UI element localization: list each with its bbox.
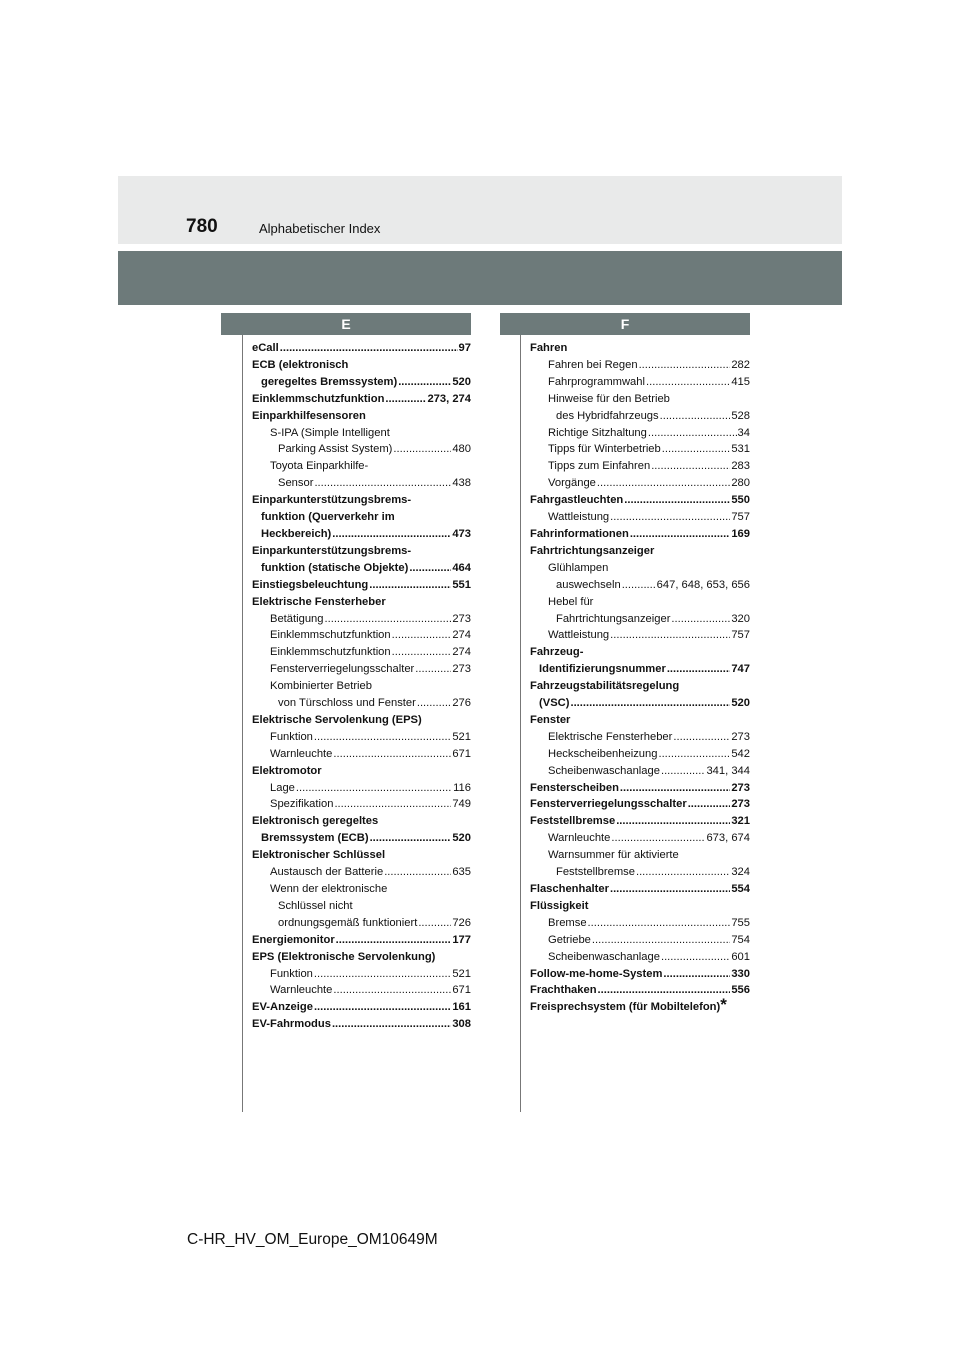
index-entry-label: Scheibenwaschanlage bbox=[548, 950, 660, 963]
index-entry-label: Warnleuchte bbox=[270, 984, 333, 997]
dot-leader bbox=[314, 966, 451, 983]
index-entry bbox=[530, 881, 750, 898]
index-entry-label: Fahrtrichtungsanzeiger bbox=[530, 544, 655, 557]
dot-leader bbox=[616, 813, 730, 830]
index-entry-label: Wattleistung bbox=[548, 511, 610, 524]
index-entry-label: auswechseln bbox=[556, 578, 621, 591]
index-entry-label: Fahrinformationen bbox=[530, 527, 629, 540]
dot-leader bbox=[370, 830, 452, 847]
index-entry-page: 330 bbox=[731, 967, 750, 980]
index-entry-label: Elektrische Fensterheber bbox=[548, 730, 673, 743]
index-column-e bbox=[252, 340, 471, 1033]
index-entry bbox=[530, 864, 750, 881]
index-entry-page: 324 bbox=[731, 866, 750, 879]
index-entry-label: eCall bbox=[252, 342, 279, 354]
dot-leader bbox=[418, 915, 451, 932]
dot-leader bbox=[611, 830, 705, 847]
index-entry-label: von Türschloss und Fenster bbox=[278, 697, 416, 710]
dot-leader bbox=[325, 611, 452, 628]
index-entry-label: Fahrzeugstabilitätsregelung bbox=[530, 680, 680, 693]
dot-leader bbox=[662, 441, 731, 458]
index-entry-label: Fahren bei Regen bbox=[548, 358, 638, 371]
index-entry-label: Heckscheibenheizung bbox=[548, 747, 658, 760]
dot-leader bbox=[588, 915, 731, 932]
index-entry-label: EV-Anzeige bbox=[252, 1001, 313, 1014]
index-entry-page: 601 bbox=[731, 950, 750, 963]
dot-leader bbox=[622, 577, 656, 594]
index-entry-page: 308 bbox=[452, 1018, 471, 1031]
index-entry bbox=[252, 374, 471, 391]
column-rule-left bbox=[242, 335, 243, 1112]
index-entry-page: 276 bbox=[452, 697, 471, 710]
index-entry-label: Richtige Sitzhaltung bbox=[548, 426, 647, 439]
index-entry-label: Flüssigkeit bbox=[530, 899, 589, 912]
index-entry-label: Schlüssel nicht bbox=[278, 899, 353, 912]
index-entry bbox=[530, 830, 750, 847]
index-entry-label: Scheibenwaschanlage bbox=[548, 764, 660, 777]
index-entry bbox=[252, 763, 471, 780]
index-entry-label: ECB (elektronisch bbox=[252, 358, 349, 371]
index-entry-label: geregeltes Bremssystem) bbox=[261, 375, 398, 388]
index-entry bbox=[530, 898, 750, 915]
index-entry-page: 273 bbox=[731, 781, 750, 794]
index-entry-label: Fahren bbox=[530, 342, 568, 354]
index-entry-label: EV-Fahrmodus bbox=[252, 1018, 331, 1031]
index-entry-page: 520 bbox=[731, 697, 750, 710]
dot-leader bbox=[392, 644, 452, 661]
dot-leader bbox=[332, 526, 451, 543]
index-entry-label: Wattleistung bbox=[548, 629, 610, 642]
index-entry-label: Glühlampen bbox=[548, 561, 609, 574]
index-entry bbox=[530, 847, 750, 864]
dot-leader bbox=[280, 340, 458, 357]
index-entry bbox=[252, 999, 471, 1016]
dot-leader bbox=[660, 408, 731, 425]
index-entry-label: Vorgänge bbox=[548, 477, 596, 490]
index-entry-label: Elektrische Fensterheber bbox=[252, 595, 386, 608]
index-entry-label: Warnsummer für aktivierte bbox=[548, 849, 679, 862]
letter-header-e: E bbox=[221, 313, 471, 335]
index-entry bbox=[252, 391, 471, 408]
index-entry bbox=[530, 425, 750, 442]
dot-leader bbox=[648, 425, 737, 442]
index-entry bbox=[252, 949, 471, 966]
index-entry-page: 757 bbox=[731, 511, 750, 524]
index-entry-label: Spezifikation bbox=[270, 798, 334, 811]
index-entry-label: Feststellbremse bbox=[556, 866, 635, 879]
index-entry bbox=[530, 949, 750, 966]
index-entry bbox=[252, 881, 471, 898]
index-entry bbox=[252, 475, 471, 492]
index-entry bbox=[252, 780, 471, 797]
dot-leader bbox=[597, 475, 730, 492]
index-entry bbox=[530, 594, 750, 611]
dot-leader bbox=[658, 746, 730, 763]
index-entry-label: Wenn der elektronische bbox=[270, 883, 388, 895]
index-entry-label: EPS (Elektronische Servolenkung) bbox=[252, 950, 436, 963]
index-entry bbox=[252, 644, 471, 661]
dot-leader bbox=[688, 796, 731, 813]
dot-leader bbox=[610, 627, 730, 644]
dot-leader bbox=[332, 1016, 451, 1033]
document-code: C-HR_HV_OM_Europe_OM10649M bbox=[187, 1231, 438, 1248]
index-entry bbox=[252, 492, 471, 509]
index-entry bbox=[530, 357, 750, 374]
dot-leader bbox=[384, 864, 451, 881]
index-entry-page: 169 bbox=[731, 527, 750, 540]
index-entry-label: Tipps für Winterbetrieb bbox=[548, 443, 661, 456]
dot-leader bbox=[369, 577, 451, 594]
index-entry-page: 754 bbox=[731, 933, 750, 946]
index-entry bbox=[252, 813, 471, 830]
letter-header-f: F bbox=[500, 313, 750, 335]
index-entry bbox=[252, 864, 471, 881]
index-entry-page: 542 bbox=[731, 747, 750, 760]
dot-leader bbox=[673, 729, 730, 746]
index-entry-label: Tipps zum Einfahren bbox=[548, 460, 651, 473]
index-entry bbox=[252, 830, 471, 847]
dot-leader bbox=[417, 695, 451, 712]
index-entry-label: Feststellbremse bbox=[530, 815, 616, 828]
index-entry bbox=[530, 627, 750, 644]
index-entry bbox=[252, 695, 471, 712]
index-entry-label: Frachthaken bbox=[530, 984, 597, 997]
index-entry-label: des Hybridfahrzeugs bbox=[556, 409, 659, 422]
index-entry bbox=[252, 915, 471, 932]
index-entry-page: 521 bbox=[452, 967, 471, 980]
index-entry-label: Elektrische Servolenkung (EPS) bbox=[252, 713, 422, 726]
index-entry-page: 671 bbox=[452, 747, 471, 760]
dot-leader bbox=[393, 441, 451, 458]
section-title: Alphabetischer Index bbox=[259, 221, 381, 236]
index-entry-page: 34 bbox=[737, 426, 750, 439]
index-entry bbox=[530, 340, 750, 357]
index-entry-label: Parking Assist System) bbox=[278, 443, 393, 456]
index-entry-label: Identifizierungsnummer bbox=[539, 663, 666, 676]
index-entry bbox=[252, 543, 471, 560]
index-entry-label: Funktion bbox=[270, 730, 313, 743]
dot-leader bbox=[314, 475, 451, 492]
index-entry-page: 531 bbox=[731, 443, 750, 456]
index-entry bbox=[252, 611, 471, 628]
index-entry-page: 273 bbox=[731, 730, 750, 743]
index-entry bbox=[530, 492, 750, 509]
index-entry-label: Einparkhilfesensoren bbox=[252, 409, 366, 422]
index-entry-label: Einklemmschutzfunktion bbox=[270, 646, 391, 659]
dot-leader bbox=[314, 729, 451, 746]
index-entry-label: ordnungsgemäß funktioniert bbox=[278, 916, 418, 929]
index-entry-label: Kombinierter Betrieb bbox=[270, 680, 372, 693]
index-entry bbox=[530, 577, 750, 594]
dot-leader bbox=[646, 374, 730, 391]
index-entry-page: 116 bbox=[453, 781, 471, 794]
index-entry bbox=[530, 982, 750, 999]
index-entry bbox=[252, 627, 471, 644]
index-entry-label: funktion (statische Objekte) bbox=[261, 561, 409, 574]
dot-leader bbox=[624, 492, 730, 509]
index-entry-label: Elektronisch geregeltes bbox=[252, 815, 379, 828]
index-entry-page: 480 bbox=[452, 443, 471, 456]
index-entry bbox=[530, 374, 750, 391]
index-entry-label: Warnleuchte bbox=[548, 832, 611, 845]
index-entry: Freisprechsystem (für Mobiltelefon) * bbox=[530, 995, 727, 1015]
index-entry bbox=[252, 425, 471, 442]
dot-leader bbox=[334, 796, 451, 813]
index-entry bbox=[252, 966, 471, 983]
index-entry bbox=[530, 695, 750, 712]
index-entry-page: 274 bbox=[452, 646, 471, 659]
index-entry-page: 97 bbox=[458, 342, 471, 354]
dot-leader bbox=[661, 763, 705, 780]
index-entry-label: Fensterscheiben bbox=[530, 781, 619, 794]
index-entry-label: Einparkunterstützungsbrems- bbox=[252, 494, 412, 507]
index-entry bbox=[530, 966, 750, 983]
index-entry-label: Bremssystem (ECB) bbox=[261, 832, 369, 845]
index-entry-page: 283 bbox=[731, 460, 750, 473]
index-entry bbox=[530, 644, 750, 661]
index-entry bbox=[252, 526, 471, 543]
index-entry-page: 757 bbox=[731, 629, 750, 642]
index-entry bbox=[530, 712, 750, 729]
dot-leader bbox=[667, 661, 731, 678]
index-entry-label: Hebel für bbox=[548, 595, 594, 608]
index-entry-label: S-IPA (Simple Intelligent bbox=[270, 426, 390, 439]
index-entry-page: 671 bbox=[452, 984, 471, 997]
index-entry-page: 755 bbox=[731, 916, 750, 929]
dot-leader bbox=[639, 357, 731, 374]
index-entry-page: 520 bbox=[452, 375, 471, 388]
index-entry-label: Elektromotor bbox=[252, 764, 322, 777]
index-entry-page: 556 bbox=[731, 984, 750, 997]
index-entry-page: 521 bbox=[452, 730, 471, 743]
dot-leader bbox=[333, 746, 451, 763]
index-entry-page: 274 bbox=[452, 629, 471, 642]
index-entry bbox=[252, 729, 471, 746]
index-entry-label: Einstiegsbeleuchtung bbox=[252, 578, 369, 591]
dot-leader bbox=[661, 949, 730, 966]
index-entry-label: Flaschenhalter bbox=[530, 883, 609, 895]
index-entry bbox=[530, 813, 750, 830]
index-column-f bbox=[530, 340, 750, 1016]
index-entry-label: Einklemmschutzfunktion bbox=[270, 629, 391, 642]
index-entry bbox=[530, 509, 750, 526]
index-entry-page: 635 bbox=[452, 866, 471, 879]
index-entry-page: 177 bbox=[452, 933, 471, 946]
index-entry-label: Heckbereich) bbox=[261, 527, 332, 540]
index-entry-page: 438 bbox=[452, 477, 471, 490]
index-entry-page: 726 bbox=[452, 916, 471, 929]
index-entry-label: Elektronischer Schlüssel bbox=[252, 849, 386, 862]
index-entry-page: 282 bbox=[731, 358, 750, 371]
index-entry-page: 280 bbox=[731, 477, 750, 490]
index-entry-page: 161 bbox=[452, 1001, 471, 1014]
index-entry bbox=[530, 746, 750, 763]
dot-leader bbox=[663, 966, 730, 983]
index-entry bbox=[252, 898, 471, 915]
index-entry-page: 464 bbox=[452, 561, 471, 574]
index-entry-page: 528 bbox=[731, 409, 750, 422]
index-entry bbox=[252, 847, 471, 864]
index-entry bbox=[530, 441, 750, 458]
index-entry-label: Hinweise für den Betrieb bbox=[548, 392, 670, 405]
index-entry-label: Fahrgastleuchten bbox=[530, 494, 624, 507]
index-entry-page: 415 bbox=[731, 375, 750, 388]
dot-leader bbox=[392, 627, 452, 644]
index-entry bbox=[530, 796, 750, 813]
index-entry bbox=[252, 458, 471, 475]
index-entry bbox=[252, 408, 471, 425]
dot-leader bbox=[592, 932, 730, 949]
index-entry bbox=[530, 932, 750, 949]
header-band bbox=[118, 176, 842, 244]
column-rule-right bbox=[520, 335, 521, 1112]
index-entry-page: 551 bbox=[452, 578, 471, 591]
dot-leader bbox=[610, 881, 730, 898]
index-entry bbox=[252, 1016, 471, 1033]
dot-leader bbox=[333, 982, 451, 999]
index-entry bbox=[530, 763, 750, 780]
index-entry-label: Bremse bbox=[548, 916, 587, 929]
dot-leader bbox=[296, 780, 452, 797]
index-entry-label: Freisprechsystem (für Mobiltelefon) bbox=[530, 1001, 721, 1014]
index-entry-page: 273 bbox=[452, 612, 471, 625]
index-entry-label: Getriebe bbox=[548, 933, 591, 946]
index-entry-label: Fensterverriegelungsschalter bbox=[530, 798, 687, 811]
index-entry bbox=[252, 560, 471, 577]
dot-leader bbox=[415, 661, 451, 678]
index-entry bbox=[530, 458, 750, 475]
dot-leader bbox=[570, 695, 730, 712]
index-entry-label: Fahrprogrammwahl bbox=[548, 375, 645, 388]
index-entry-label: Fensterverriegelungsschalter bbox=[270, 663, 415, 676]
index-entry bbox=[252, 746, 471, 763]
index-entry-label: Austausch der Batterie bbox=[270, 866, 384, 879]
dot-leader bbox=[598, 982, 731, 999]
index-entry-page: 673, 674 bbox=[706, 832, 750, 845]
index-entry-page: 273, 274 bbox=[427, 392, 471, 405]
index-entry bbox=[252, 982, 471, 999]
dot-leader bbox=[314, 999, 451, 1016]
dot-leader bbox=[398, 374, 451, 391]
dot-leader bbox=[610, 509, 730, 526]
index-entry-page: 273 bbox=[731, 798, 750, 811]
index-entry bbox=[252, 932, 471, 949]
index-entry bbox=[530, 915, 750, 932]
index-entry bbox=[530, 729, 750, 746]
index-entry-page: 320 bbox=[731, 612, 750, 625]
index-entry-label: Sensor bbox=[278, 477, 314, 490]
index-entry bbox=[252, 509, 471, 526]
dot-leader bbox=[651, 458, 730, 475]
dot-leader bbox=[620, 780, 730, 797]
index-entry-page: 520 bbox=[452, 832, 471, 845]
dot-leader bbox=[409, 560, 451, 577]
index-entry-label: Fahrzeug- bbox=[530, 646, 584, 659]
index-entry bbox=[530, 661, 750, 678]
index-entry-page: 341, 344 bbox=[706, 764, 750, 777]
index-entry bbox=[530, 543, 750, 560]
dot-leader bbox=[636, 864, 730, 881]
index-entry bbox=[530, 780, 750, 797]
index-entry bbox=[252, 340, 471, 357]
dot-leader bbox=[630, 526, 731, 543]
index-entry-label: Fenster bbox=[530, 713, 571, 726]
index-entry bbox=[530, 408, 750, 425]
index-entry bbox=[530, 526, 750, 543]
index-entry-page: 554 bbox=[731, 883, 750, 895]
dot-leader bbox=[671, 611, 730, 628]
index-entry-label: Einparkunterstützungsbrems- bbox=[252, 544, 412, 557]
index-entry bbox=[252, 594, 471, 611]
index-entry-label: Fahrtrichtungsanzeiger bbox=[556, 612, 671, 625]
index-entry-label: Toyota Einparkhilfe- bbox=[270, 460, 369, 473]
index-entry-page: 550 bbox=[731, 494, 750, 507]
index-entry bbox=[530, 560, 750, 577]
index-entry-page: 321 bbox=[731, 815, 750, 828]
index-entry bbox=[530, 391, 750, 408]
header-dark-band bbox=[118, 251, 842, 305]
index-entry bbox=[252, 661, 471, 678]
index-entry bbox=[252, 577, 471, 594]
index-entry-label: (VSC) bbox=[539, 697, 570, 710]
index-entry bbox=[530, 611, 750, 628]
dot-leader bbox=[336, 932, 452, 949]
index-entry-label: Einklemmschutzfunktion bbox=[252, 392, 385, 405]
index-entry bbox=[252, 796, 471, 813]
index-entry-label: Lage bbox=[270, 781, 295, 794]
index-entry-label: Warnleuchte bbox=[270, 747, 333, 760]
index-entry bbox=[252, 441, 471, 458]
index-entry-page: 647, 648, 653, 656 bbox=[656, 578, 750, 591]
index-entry bbox=[530, 475, 750, 492]
index-entry bbox=[252, 678, 471, 695]
page-number: 780 bbox=[186, 216, 218, 237]
index-entry-page: 473 bbox=[452, 527, 471, 540]
index-entry-label: Betätigung bbox=[270, 612, 324, 625]
index-entry bbox=[530, 678, 750, 695]
index-entry bbox=[252, 357, 471, 374]
index-entry-label: Energiemonitor bbox=[252, 933, 335, 946]
index-entry-label: funktion (Querverkehr im bbox=[261, 511, 395, 524]
index-entry-label: Funktion bbox=[270, 967, 313, 980]
index-entry-page: 273 bbox=[452, 663, 471, 676]
dot-leader bbox=[385, 391, 426, 408]
index-entry-label: Follow-me-home-System bbox=[530, 967, 663, 980]
index-entry-page: 747 bbox=[731, 663, 750, 676]
index-entry-page: 749 bbox=[452, 798, 471, 811]
index-entry bbox=[252, 712, 471, 729]
